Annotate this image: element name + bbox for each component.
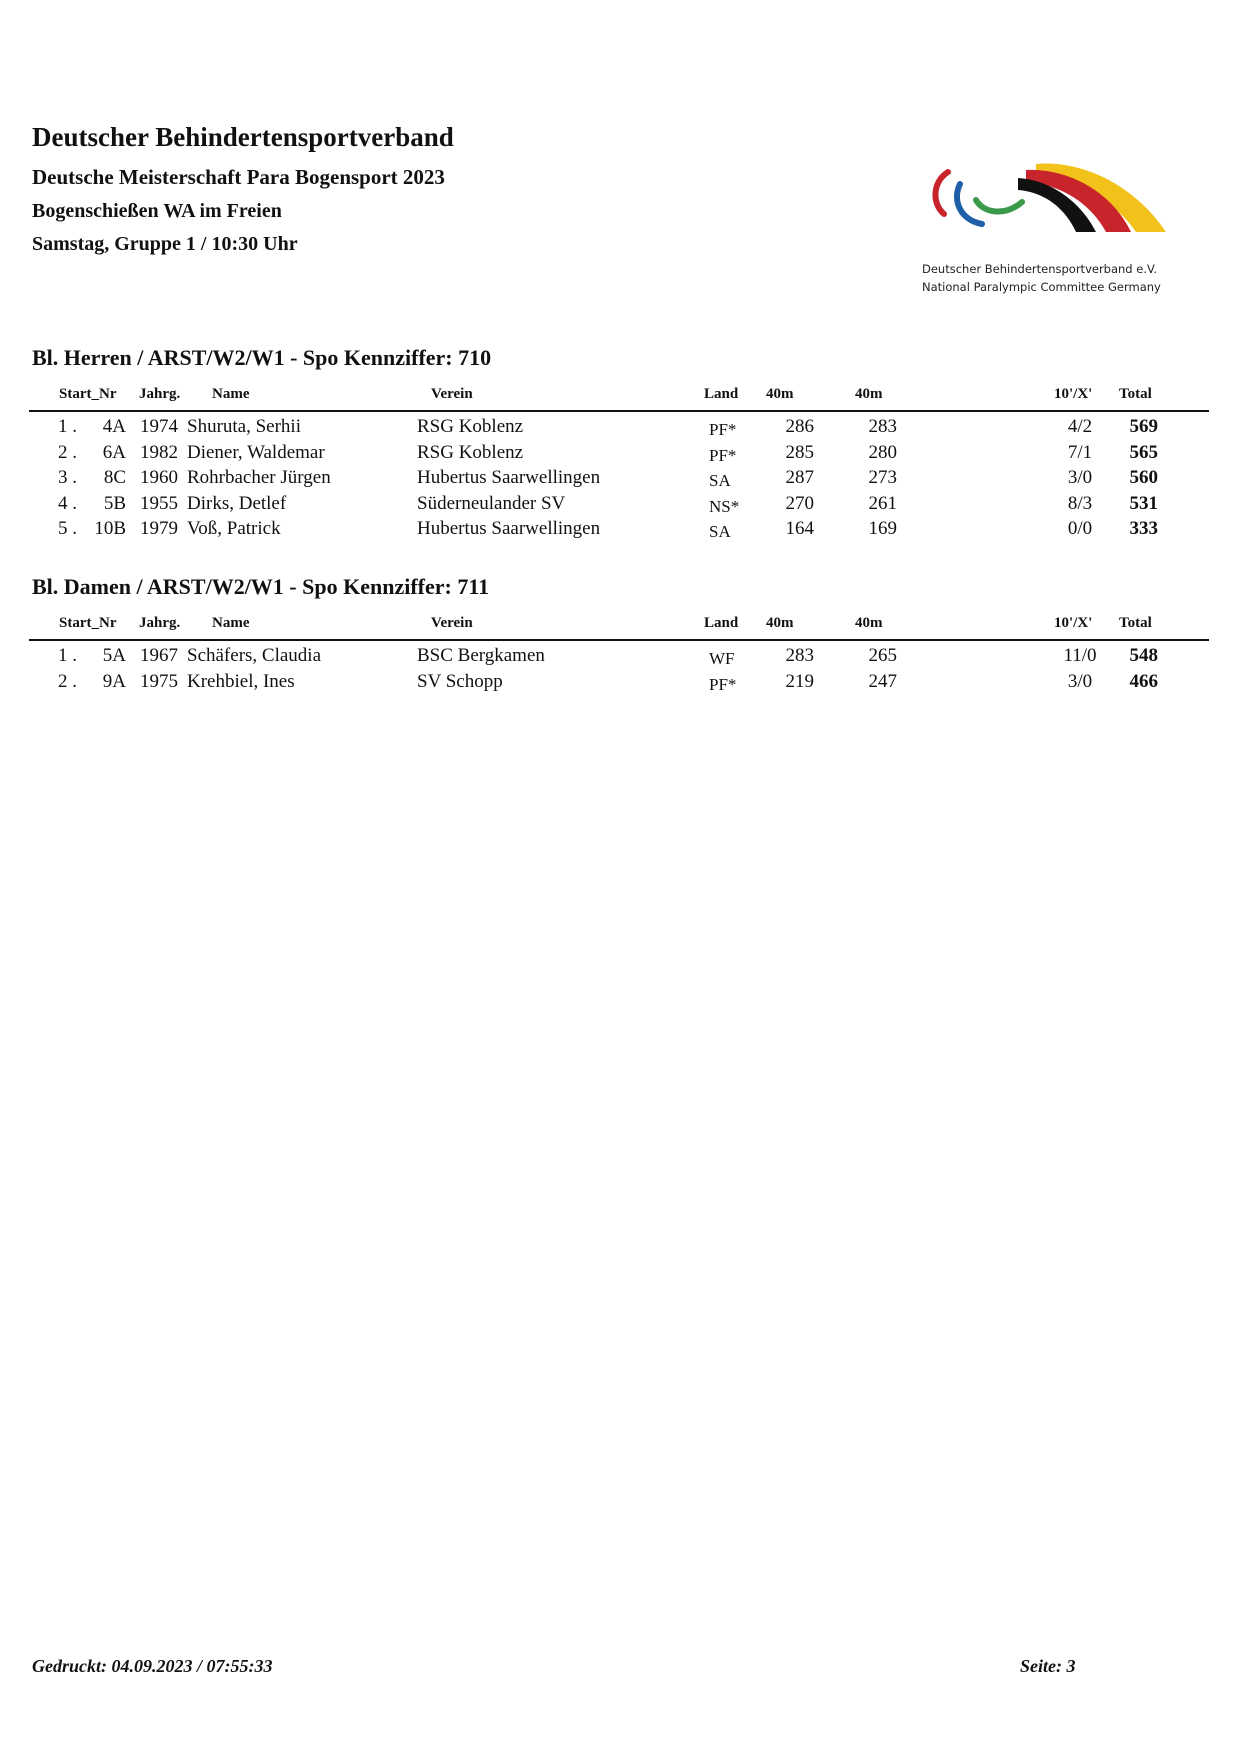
athlete-name: Dirks, Detlef bbox=[187, 493, 287, 514]
session-label: Samstag, Gruppe 1 / 10:30 Uhr bbox=[32, 233, 298, 255]
rank: 2 . bbox=[58, 442, 77, 463]
col-total: Total bbox=[1119, 386, 1152, 402]
table-row bbox=[0, 518, 1240, 544]
total: 531 bbox=[1129, 493, 1158, 514]
athlete-name: Rohrbacher Jürgen bbox=[187, 467, 331, 488]
col-name: Name bbox=[212, 615, 250, 631]
table-header-herren bbox=[0, 386, 1240, 406]
col-tens-x: 10'/X' bbox=[1054, 386, 1093, 402]
start-nr: 10B bbox=[94, 518, 126, 539]
header-rule bbox=[29, 410, 1209, 412]
score-dist2: 169 bbox=[868, 518, 897, 539]
score-dist1: 285 bbox=[785, 442, 814, 463]
score-dist1: 270 bbox=[785, 493, 814, 514]
score-dist2: 283 bbox=[868, 416, 897, 437]
start-nr: 4A bbox=[102, 416, 126, 437]
col-name: Name bbox=[212, 386, 250, 402]
document-title: Deutscher Behindertensportverband bbox=[32, 122, 454, 152]
table-row bbox=[0, 442, 1240, 468]
col-dist1: 40m bbox=[766, 386, 794, 402]
table-row bbox=[0, 645, 1240, 671]
col-start-nr: Start_Nr bbox=[59, 615, 117, 631]
score-dist1: 286 bbox=[785, 416, 814, 437]
club: Süderneulander SV bbox=[417, 493, 566, 514]
birth-year: 1979 bbox=[140, 518, 178, 539]
score-dist2: 280 bbox=[868, 442, 897, 463]
score-dist2: 265 bbox=[868, 645, 897, 666]
col-club: Verein bbox=[431, 386, 473, 402]
athlete-name: Schäfers, Claudia bbox=[187, 645, 322, 666]
birth-year: 1974 bbox=[140, 416, 178, 437]
birth-year: 1955 bbox=[140, 493, 178, 514]
rank: 1 . bbox=[58, 645, 77, 666]
club: BSC Bergkamen bbox=[417, 645, 545, 666]
land: NS* bbox=[709, 497, 740, 516]
table-row bbox=[0, 493, 1240, 519]
rank: 1 . bbox=[58, 416, 77, 437]
col-tens-x: 10'/X' bbox=[1054, 615, 1093, 631]
total: 565 bbox=[1129, 442, 1158, 463]
land: WF bbox=[709, 649, 735, 668]
section-title-herren: Bl. Herren / ARST/W2/W1 - Spo Kennziffer: 710 bbox=[32, 345, 492, 370]
event-subtitle: Deutsche Meisterschaft Para Bogensport 2023 bbox=[32, 165, 445, 189]
score-dist2: 273 bbox=[868, 467, 897, 488]
col-club: Verein bbox=[431, 615, 473, 631]
tens-x: 4/2 bbox=[1067, 416, 1093, 437]
rank: 5 . bbox=[58, 518, 77, 539]
tens-x: 0/0 bbox=[1067, 518, 1093, 539]
printed-timestamp: Gedruckt: 04.09.2023 / 07:55:33 bbox=[32, 1656, 273, 1676]
col-total: Total bbox=[1119, 615, 1152, 631]
col-land: Land bbox=[704, 386, 739, 402]
birth-year: 1982 bbox=[140, 442, 178, 463]
table-row bbox=[0, 416, 1240, 442]
start-nr: 5A bbox=[102, 645, 126, 666]
col-land: Land bbox=[704, 615, 739, 631]
tens-x: 3/0 bbox=[1067, 671, 1093, 692]
athlete-name: Krehbiel, Ines bbox=[187, 671, 295, 692]
birth-year: 1975 bbox=[140, 671, 178, 692]
total: 560 bbox=[1129, 467, 1158, 488]
club: Hubertus Saarwellingen bbox=[417, 467, 601, 488]
table-header-damen bbox=[0, 615, 1240, 635]
birth-year: 1960 bbox=[140, 467, 178, 488]
total: 548 bbox=[1129, 645, 1158, 666]
page-number: Seite: 3 bbox=[1020, 1656, 1076, 1676]
start-nr: 5B bbox=[103, 493, 126, 514]
rank: 4 . bbox=[58, 493, 77, 514]
discipline-label: Bogenschießen WA im Freien bbox=[32, 200, 282, 222]
tens-x: 7/1 bbox=[1067, 442, 1093, 463]
birth-year: 1967 bbox=[140, 645, 178, 666]
start-nr: 9A bbox=[102, 671, 126, 692]
dbs-logo bbox=[926, 162, 1166, 262]
col-year: Jahrg. bbox=[139, 615, 181, 631]
section-title-damen: Bl. Damen / ARST/W2/W1 - Spo Kennziffer: 711 bbox=[32, 574, 490, 599]
col-dist2: 40m bbox=[855, 386, 883, 402]
land: SA bbox=[709, 522, 731, 541]
land: PF* bbox=[709, 675, 737, 694]
start-nr: 6A bbox=[102, 442, 126, 463]
org-name-line: Deutscher Behindertensportverband e.V. bbox=[922, 262, 1158, 276]
col-start-nr: Start_Nr bbox=[59, 386, 117, 402]
score-dist1: 219 bbox=[785, 671, 814, 692]
club: SV Schopp bbox=[417, 671, 503, 692]
athlete-name: Voß, Patrick bbox=[187, 518, 281, 539]
land: PF* bbox=[709, 446, 737, 465]
tens-x: 11/0 bbox=[1063, 645, 1097, 666]
table-row bbox=[0, 671, 1240, 697]
table-row bbox=[0, 467, 1240, 493]
land: PF* bbox=[709, 420, 737, 439]
athlete-name: Shuruta, Serhii bbox=[187, 416, 301, 437]
score-dist1: 287 bbox=[785, 467, 814, 488]
total: 569 bbox=[1129, 416, 1158, 437]
org-npc-line: National Paralympic Committee Germany bbox=[922, 280, 1161, 294]
rank: 2 . bbox=[58, 671, 77, 692]
rank: 3 . bbox=[58, 467, 77, 488]
col-dist2: 40m bbox=[855, 615, 883, 631]
header-rule bbox=[29, 639, 1209, 641]
score-dist1: 283 bbox=[785, 645, 814, 666]
col-year: Jahrg. bbox=[139, 386, 181, 402]
athlete-name: Diener, Waldemar bbox=[187, 442, 325, 463]
tens-x: 8/3 bbox=[1067, 493, 1093, 514]
start-nr: 8C bbox=[103, 467, 126, 488]
land: SA bbox=[709, 471, 731, 490]
score-dist2: 261 bbox=[868, 493, 897, 514]
tens-x: 3/0 bbox=[1067, 467, 1093, 488]
score-dist2: 247 bbox=[868, 671, 897, 692]
score-dist1: 164 bbox=[785, 518, 814, 539]
total: 333 bbox=[1129, 518, 1158, 539]
club: RSG Koblenz bbox=[417, 442, 524, 463]
col-dist1: 40m bbox=[766, 615, 794, 631]
club: Hubertus Saarwellingen bbox=[417, 518, 601, 539]
total: 466 bbox=[1129, 671, 1158, 692]
club: RSG Koblenz bbox=[417, 416, 524, 437]
